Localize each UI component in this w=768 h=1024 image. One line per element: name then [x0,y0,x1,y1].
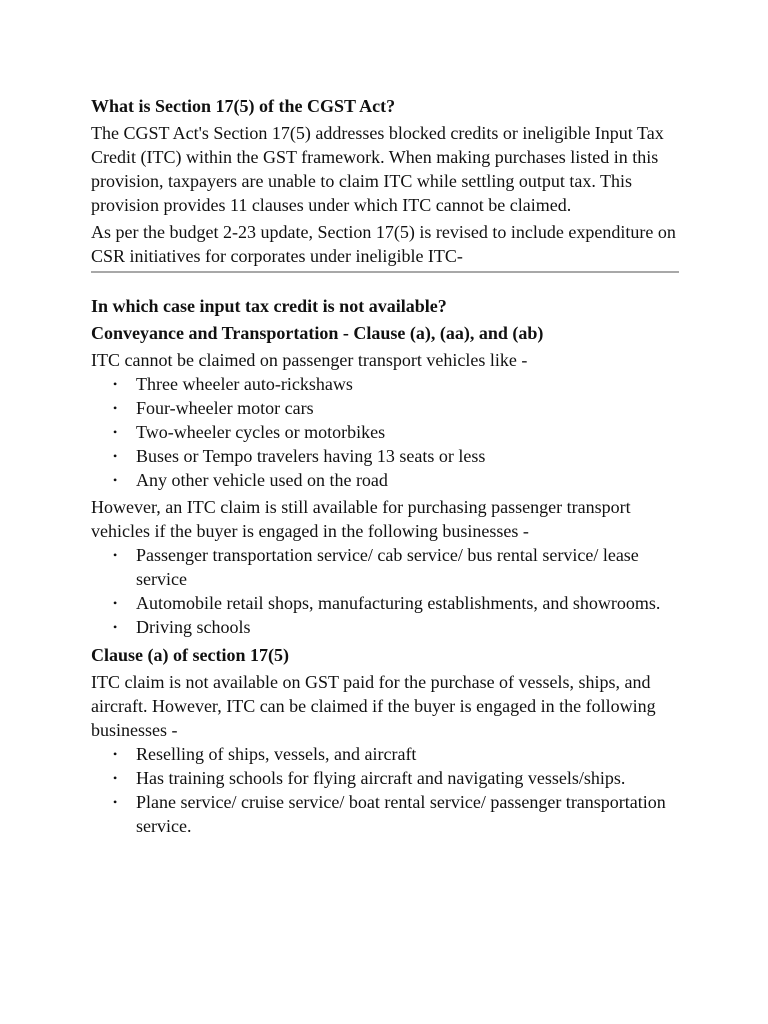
paragraph-vehicles-intro: ITC cannot be claimed on passenger transport vehicles like - [91,350,528,370]
paragraph-budget-update: As per the budget 2-23 update, Section 17(5) is revised to include expenditure on CSR initiatives for corporates under ineligible ITC- [91,222,676,266]
list-item: • Has training schools for flying aircraft and navigating vessels/ships. [113,768,626,788]
paragraph-exception-intro: However, an ITC claim is still available for purchasing passenger transport vehicles if the buyer is engaged in the following businesses - [91,497,631,541]
bullet-icon: • [113,449,118,463]
list-item: • Buses or Tempo travelers having 13 seats or less [113,446,486,466]
bullet-icon: • [113,425,118,439]
bullet-icon: • [113,401,118,415]
bullet-icon: • [113,596,118,610]
bullet-icon: • [113,548,118,562]
section-heading-clause-a: Clause (a) of section 17(5) [91,645,289,665]
list-item: • Three wheeler auto-rickshaws [113,374,353,394]
paragraph-vessels-ships-aircraft: ITC claim is not available on GST paid for the purchase of vessels, ships, and aircraft. However, ITC can be claimed if the buyer is engaged in the following businesses - [91,672,656,740]
list-item: • Two-wheeler cycles or motorbikes [113,422,386,442]
paragraph-section-17-5-intro: The CGST Act's Section 17(5) addresses blocked credits or ineligible Input Tax Credit (ITC) within the GST framework. When making purchases listed in this provision, taxpayers are unable to claim ITC while settling output tax. This provision provides 11 clauses under which ITC cannot be claimed. [91,123,664,215]
list-item: • Passenger transportation service/ cab service/ bus rental service/ lease service [113,545,639,589]
list-item: • Four-wheeler motor cars [113,398,314,418]
bullet-icon: • [113,747,118,761]
vehicle-list [91,372,691,492]
subheading-conveyance-transportation: Conveyance and Transportation - Clause (a), (aa), and (ab) [91,323,544,343]
horizontal-divider [91,271,679,273]
list-item: • Driving schools [113,617,251,637]
bullet-icon: • [113,377,118,391]
bullet-icon: • [113,473,118,487]
list-item: • Reselling of ships, vessels, and aircraft [113,744,417,764]
section-heading-itc-not-available: In which case input tax credit is not available? [91,296,447,316]
bullet-icon: • [113,795,118,809]
list-item: • Automobile retail shops, manufacturing establishments, and showrooms. [113,593,661,613]
bullet-icon: • [113,620,118,634]
list-item: • Any other vehicle used on the road [113,470,388,490]
bullet-icon: • [113,771,118,785]
document-page [91,94,691,838]
vessel-business-list [91,742,691,838]
list-item: • Plane service/ cruise service/ boat rental service/ passenger transportation service. [113,792,666,836]
section-heading-what-is-17-5: What is Section 17(5) of the CGST Act? [91,96,396,116]
exception-business-list [91,543,691,639]
